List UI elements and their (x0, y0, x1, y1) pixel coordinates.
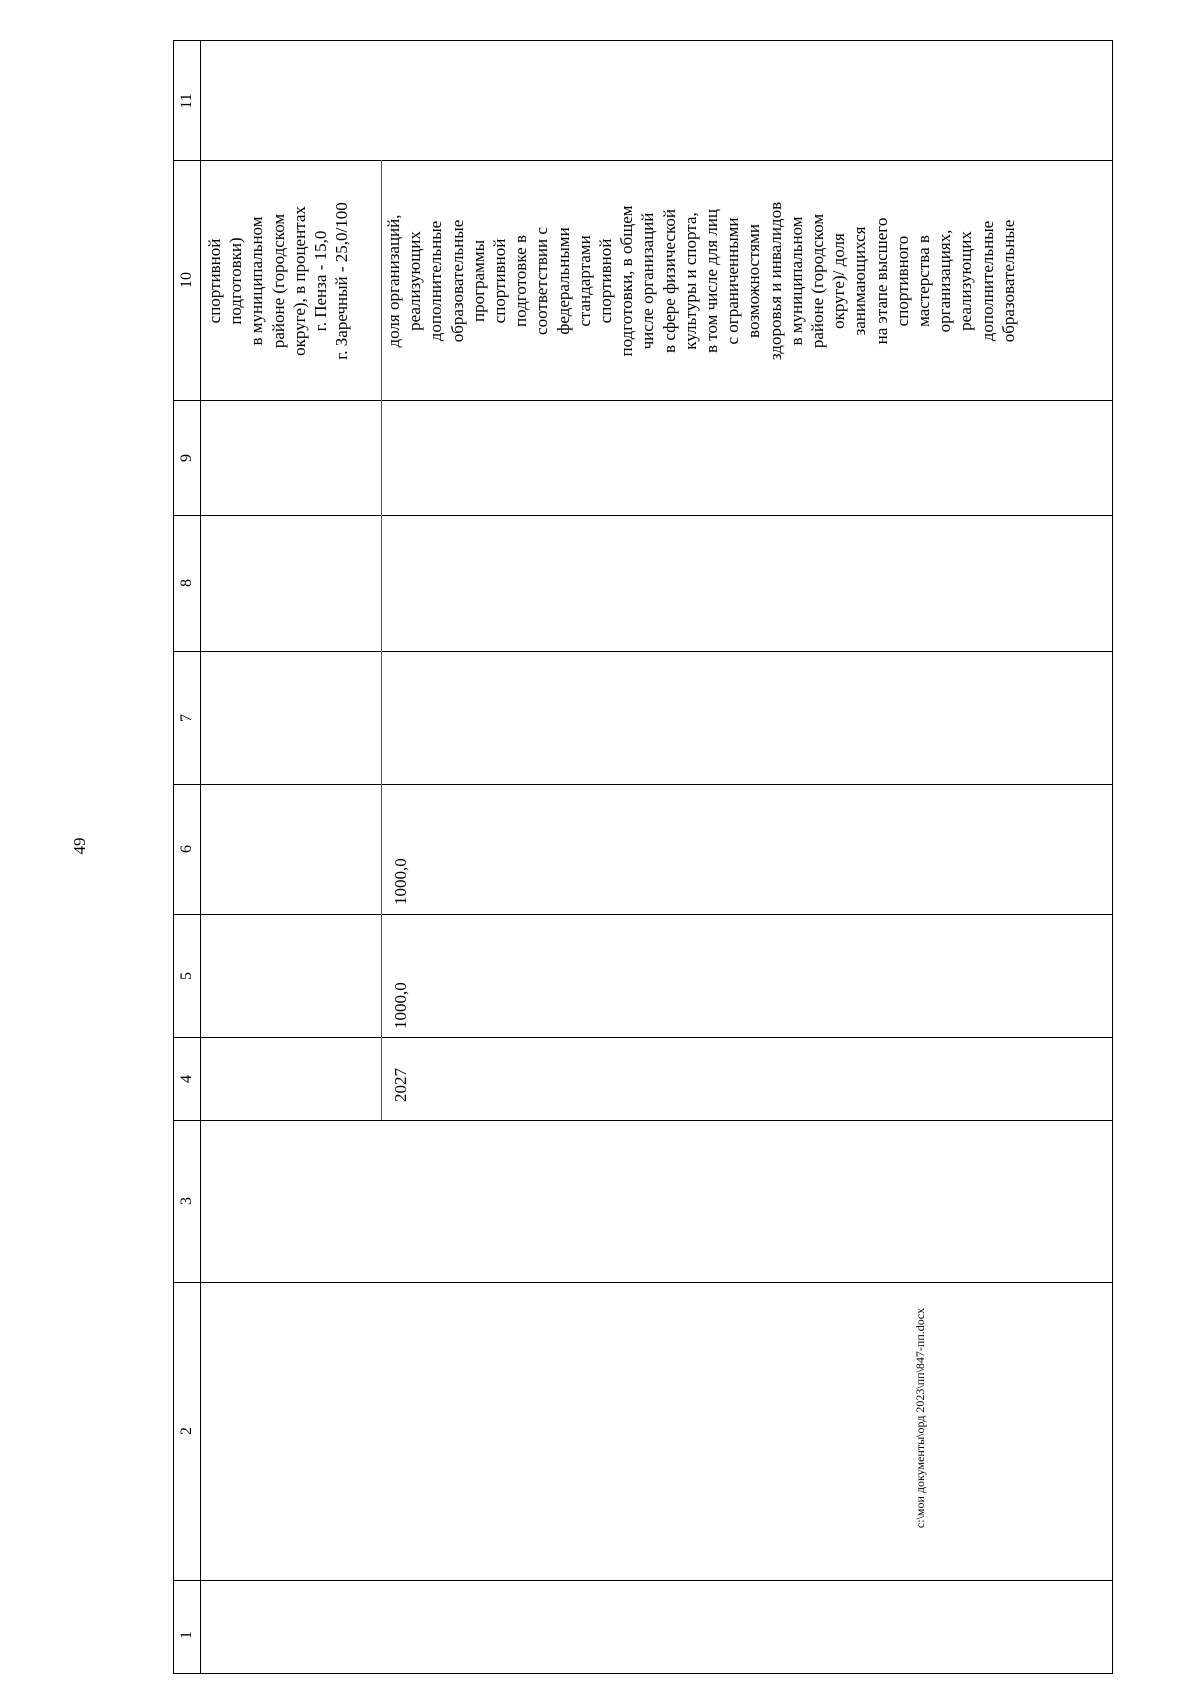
cell-col10-row-b (383, 163, 1113, 399)
col10-row-b-line: стандартами (574, 235, 594, 327)
cell-col5-value: 1000,0 (391, 982, 410, 1029)
col10-row-a-line: подготовки) (226, 237, 246, 325)
col-boundary-10-9 (174, 400, 1112, 401)
col10-row-b-line: подготовки, в общем (617, 205, 637, 357)
col10-row-b-line: в муниципальном (786, 216, 806, 346)
col-boundary-9-8 (174, 515, 1112, 516)
col10-row-b-line: в том числе для лиц (702, 208, 722, 354)
column-number-11: 11 (178, 93, 195, 109)
column-number-9: 9 (178, 454, 195, 462)
row-separator (381, 160, 382, 1120)
col10-row-b-line: спортивной (490, 238, 510, 324)
col10-row-b-line: организациях, (935, 229, 955, 333)
col10-row-b-line: здоровья и инвалидов (765, 201, 785, 361)
col10-row-b-line: федеральными (553, 227, 573, 335)
cell-col10-row-a (204, 163, 381, 399)
column-number-7: 7 (178, 714, 195, 722)
col10-row-b-line: подготовке в (511, 235, 531, 327)
col10-row-b-line: программы (468, 239, 488, 323)
col10-row-a-line: районе (городском (268, 213, 288, 349)
cell-year: 2027 (391, 1068, 410, 1102)
col10-row-a-line: спортивной (205, 238, 224, 324)
col10-row-a-line: в муниципальном (247, 216, 267, 346)
col10-row-b-line: дополнительные (977, 220, 997, 342)
col-boundary-5-4 (174, 1037, 1112, 1038)
col10-row-b-line: реализующих (405, 231, 425, 331)
col10-row-b-line: округе)/ доля (829, 233, 849, 329)
col10-row-a-line: г. Заречный - 25,0/100 (332, 202, 352, 360)
col-boundary-2-1 (174, 1580, 1112, 1581)
col10-row-a-line: г. Пенза - 15,0 (311, 230, 331, 332)
col-boundary-6-5 (174, 914, 1112, 915)
col10-row-b-line: реализующих (956, 231, 976, 331)
col10-row-b-line: культуры и спорта, (680, 212, 700, 350)
col10-row-b-line: соответствии с (532, 227, 552, 335)
col10-row-b-line: дополнительные (426, 220, 446, 342)
column-number-6: 6 (178, 845, 195, 853)
col10-row-b-line: с ограниченными (723, 217, 743, 345)
cell-col6-value: 1000,0 (391, 858, 410, 905)
column-number-8: 8 (178, 579, 195, 587)
col10-row-b-line: в сфере физической (659, 209, 679, 353)
column-number-3: 3 (178, 1197, 195, 1205)
col10-row-b-line: образовательные (447, 219, 467, 343)
column-number-4: 4 (178, 1075, 195, 1083)
table-frame (173, 40, 1113, 1674)
col10-row-b-line: мастерства в (914, 235, 934, 327)
col10-row-a-line: округе), в процентах (289, 206, 309, 356)
col10-row-b-line: доля организаций, (384, 214, 403, 348)
col10-row-b-line: спортивного (892, 235, 912, 327)
col10-row-b-line: числе организаций (638, 212, 658, 350)
footer-file-path: c:\мои документы\орд 2023\пп\847-пп.docx (913, 1307, 927, 1529)
col10-row-b-line: возможностями (744, 224, 764, 338)
column-number-1: 1 (178, 1631, 195, 1639)
col-boundary-3-2 (174, 1282, 1112, 1283)
column-number-5: 5 (178, 972, 195, 980)
col10-row-b-line: районе (городском (808, 213, 828, 349)
col10-row-b-line: занимающихся (850, 226, 870, 336)
page-number: 49 (70, 837, 89, 855)
header-separator (200, 41, 201, 1673)
col-boundary-8-7 (174, 651, 1112, 652)
col-boundary-7-6 (174, 784, 1112, 785)
column-number-10: 10 (178, 272, 195, 288)
col-boundary-11-10 (174, 160, 1112, 161)
col-boundary-4-3 (174, 1120, 1112, 1121)
col10-row-b-line: спортивной (596, 238, 616, 324)
column-number-2: 2 (178, 1427, 195, 1435)
col10-row-b-line: образовательные (998, 219, 1018, 343)
col10-row-b-line: на этапе высшего (871, 217, 891, 345)
